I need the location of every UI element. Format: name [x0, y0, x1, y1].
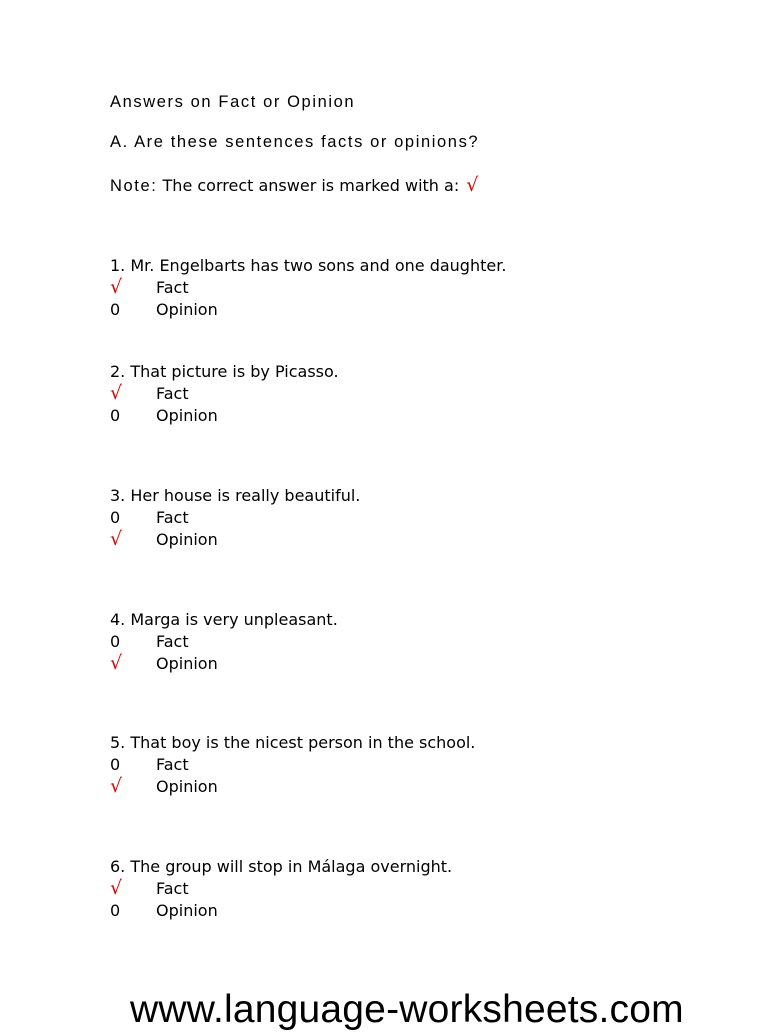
option-fact [110, 754, 710, 776]
question-3 [110, 485, 710, 551]
option-fact [110, 878, 710, 900]
page-title: Answers on Fact or Opinion [110, 93, 356, 111]
question-1 [110, 255, 710, 321]
option-label: Opinion [156, 901, 218, 920]
option-label: Fact [156, 508, 189, 527]
option-label: Fact [156, 632, 189, 651]
note-text: The correct answer is marked with a: [162, 176, 460, 195]
check-mark-icon: √ [466, 174, 479, 196]
question-text: 4. Marga is very unpleasant. [110, 610, 338, 629]
unmarked-zero: 0 [110, 901, 121, 920]
note [110, 174, 478, 196]
option-fact [110, 383, 710, 405]
question-2 [110, 361, 710, 427]
option-label: Opinion [156, 654, 218, 673]
option-opinion [110, 529, 710, 551]
option-label: Opinion [156, 530, 218, 549]
option-label: Fact [156, 384, 189, 403]
option-opinion [110, 299, 710, 321]
option-opinion [110, 653, 710, 675]
option-opinion [110, 900, 710, 922]
question-text: 1. Mr. Engelbarts has two sons and one daughter. [110, 256, 507, 275]
option-label: Fact [156, 879, 189, 898]
question-4 [110, 609, 710, 675]
question-text: 6. The group will stop in Málaga overnight. [110, 857, 453, 876]
check-mark-icon: √ [110, 528, 123, 550]
footer-website: www.language-worksheets.com [130, 988, 684, 1031]
option-opinion [110, 776, 710, 798]
section-heading: A. Are these sentences facts or opinions? [110, 133, 480, 151]
option-fact [110, 507, 710, 529]
check-mark-icon: √ [110, 276, 123, 298]
unmarked-zero: 0 [110, 755, 121, 774]
note-label: Note: [110, 177, 158, 195]
question-5 [110, 732, 710, 798]
check-mark-icon: √ [110, 652, 123, 674]
option-label: Opinion [156, 406, 218, 425]
option-opinion [110, 405, 710, 427]
option-label: Fact [156, 278, 189, 297]
option-fact [110, 277, 710, 299]
option-label: Fact [156, 755, 189, 774]
unmarked-zero: 0 [110, 508, 121, 527]
check-mark-icon: √ [110, 382, 123, 404]
question-text: 3. Her house is really beautiful. [110, 486, 361, 505]
question-text: 5. That boy is the nicest person in the school. [110, 733, 476, 752]
unmarked-zero: 0 [110, 406, 121, 425]
check-mark-icon: √ [110, 877, 123, 899]
option-label: Opinion [156, 300, 218, 319]
question-6 [110, 856, 710, 922]
option-fact [110, 631, 710, 653]
unmarked-zero: 0 [110, 632, 121, 651]
unmarked-zero: 0 [110, 300, 121, 319]
question-text: 2. That picture is by Picasso. [110, 362, 339, 381]
check-mark-icon: √ [110, 775, 123, 797]
option-label: Opinion [156, 777, 218, 796]
